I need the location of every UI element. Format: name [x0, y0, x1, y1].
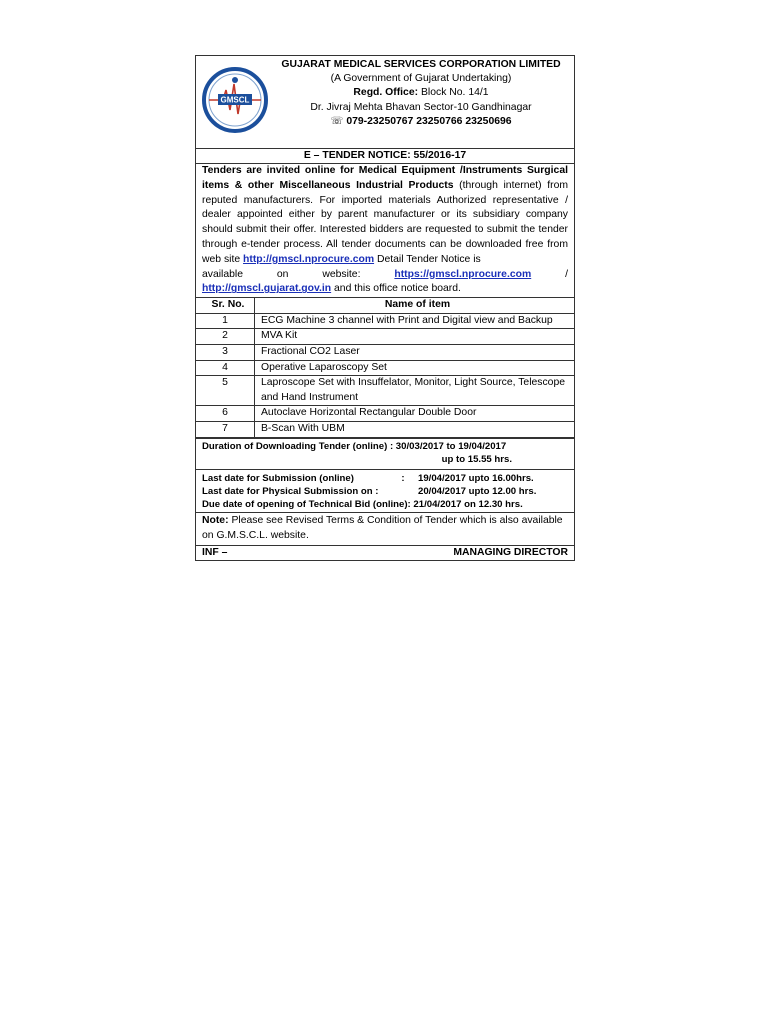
sr-no: 5	[196, 376, 255, 406]
notice-title: E – TENDER NOTICE: 55/2016-17	[196, 149, 574, 164]
duration-line-2: up to 15.55 hrs.	[441, 454, 512, 466]
physical-value: 20/04/2017 upto 12.00 hrs.	[418, 485, 537, 497]
body-text-2: Detail Tender Notice is	[374, 253, 481, 265]
notice-header	[196, 56, 574, 149]
regd-label: Regd. Office:	[353, 87, 419, 99]
signatory: MANAGING DIRECTOR	[453, 546, 568, 558]
nprocure-https-link[interactable]: https://gmscl.nprocure.com	[394, 268, 532, 280]
submission-date	[202, 472, 568, 485]
sr-no: 3	[196, 344, 255, 360]
org-subtitle: (A Government of Gujarat Undertaking)	[330, 73, 512, 85]
regd-office	[274, 86, 568, 100]
submission-colon: :	[401, 472, 405, 484]
item-name: Laproscope Set with Insuffelator, Monitor, Light Source, Telescope and Hand Instrument	[255, 376, 575, 406]
phone-numbers: 079-23250767 23250766 23250696	[346, 115, 512, 127]
org-name: GUJARAT MEDICAL SERVICES CORPORATION LIMITED	[281, 59, 561, 70]
technical-bid-date: Due date of opening of Technical Bid (online): 21/04/2017 on 12.30 hrs.	[202, 499, 523, 511]
on-word: on	[276, 268, 289, 280]
table-row	[196, 360, 574, 376]
table-row	[196, 376, 574, 406]
duration-line-1: Duration of Downloading Tender (online) : 30/03/2017 to 19/04/2017	[202, 440, 507, 452]
note	[196, 513, 574, 545]
notice-body	[196, 164, 574, 298]
item-name: Autoclave Horizontal Rectangular Double Door	[255, 406, 575, 422]
submission-label: Last date for Submission (online)	[202, 472, 354, 484]
phone-icon: ☏	[330, 115, 344, 127]
table-header	[196, 298, 574, 313]
table-row	[196, 313, 574, 329]
submission-value: 19/04/2017 upto 16.00hrs.	[418, 472, 534, 484]
body-text: (through internet) from reputed manufacturers. For imported materials Authorized representative / dealer appointed either by parent manufacturer or its subsidiary company should submit their offer. Interested bidders are requested to submit the tender through e-tender process. All tender documents can be downloaded free from web site	[202, 179, 568, 265]
available-word: available	[202, 268, 244, 280]
regd-value: Block No. 14/1	[420, 87, 489, 99]
col-sr-no: Sr. No.	[196, 298, 255, 313]
tender-notice	[195, 55, 575, 561]
header-text	[274, 58, 568, 129]
sr-no: 2	[196, 329, 255, 345]
gmscl-logo	[201, 66, 269, 134]
item-name: Fractional CO2 Laser	[255, 344, 575, 360]
item-name: B-Scan With UBM	[255, 421, 575, 437]
logo-text: GMSCL	[220, 95, 250, 105]
gujarat-gov-link[interactable]: http://gmscl.gujarat.gov.in	[202, 283, 332, 295]
note-label: Note:	[202, 515, 229, 527]
item-name: Operative Laparoscopy Set	[255, 360, 575, 376]
address: Dr. Jivraj Mehta Bhavan Sector-10 Gandhinagar	[310, 101, 532, 113]
table-row	[196, 329, 574, 345]
physical-submission-date	[202, 485, 568, 498]
col-name-of-item: Name of item	[255, 298, 575, 313]
item-name: MVA Kit	[255, 329, 575, 345]
sr-no: 7	[196, 421, 255, 437]
phone-line	[274, 115, 568, 129]
table-row	[196, 344, 574, 360]
key-dates	[196, 470, 574, 514]
physical-label: Last date for Physical Submission on :	[202, 485, 379, 497]
available-line	[202, 268, 568, 283]
items-table	[196, 298, 574, 437]
notice-footer	[196, 546, 574, 560]
slash: /	[565, 268, 568, 280]
inf-label: INF –	[202, 546, 228, 558]
item-name: ECG Machine 3 channel with Print and Digital view and Backup	[255, 313, 575, 329]
website-word: website:	[322, 268, 361, 280]
download-duration	[196, 438, 574, 470]
sr-no: 6	[196, 406, 255, 422]
note-text: Please see Revised Terms & Condition of Tender which is also available on G.M.S.C.L. website.	[202, 515, 563, 541]
nprocure-link[interactable]: http://gmscl.nprocure.com	[243, 253, 375, 265]
body-text-3: and this office notice board.	[331, 283, 461, 295]
table-row	[196, 406, 574, 422]
table-row	[196, 421, 574, 437]
sr-no: 4	[196, 360, 255, 376]
body-bold-intro: Tenders are invited online for Medical Equipment /Instruments Surgical items & other Miscellaneous Industrial Products	[202, 165, 568, 191]
sr-no: 1	[196, 313, 255, 329]
